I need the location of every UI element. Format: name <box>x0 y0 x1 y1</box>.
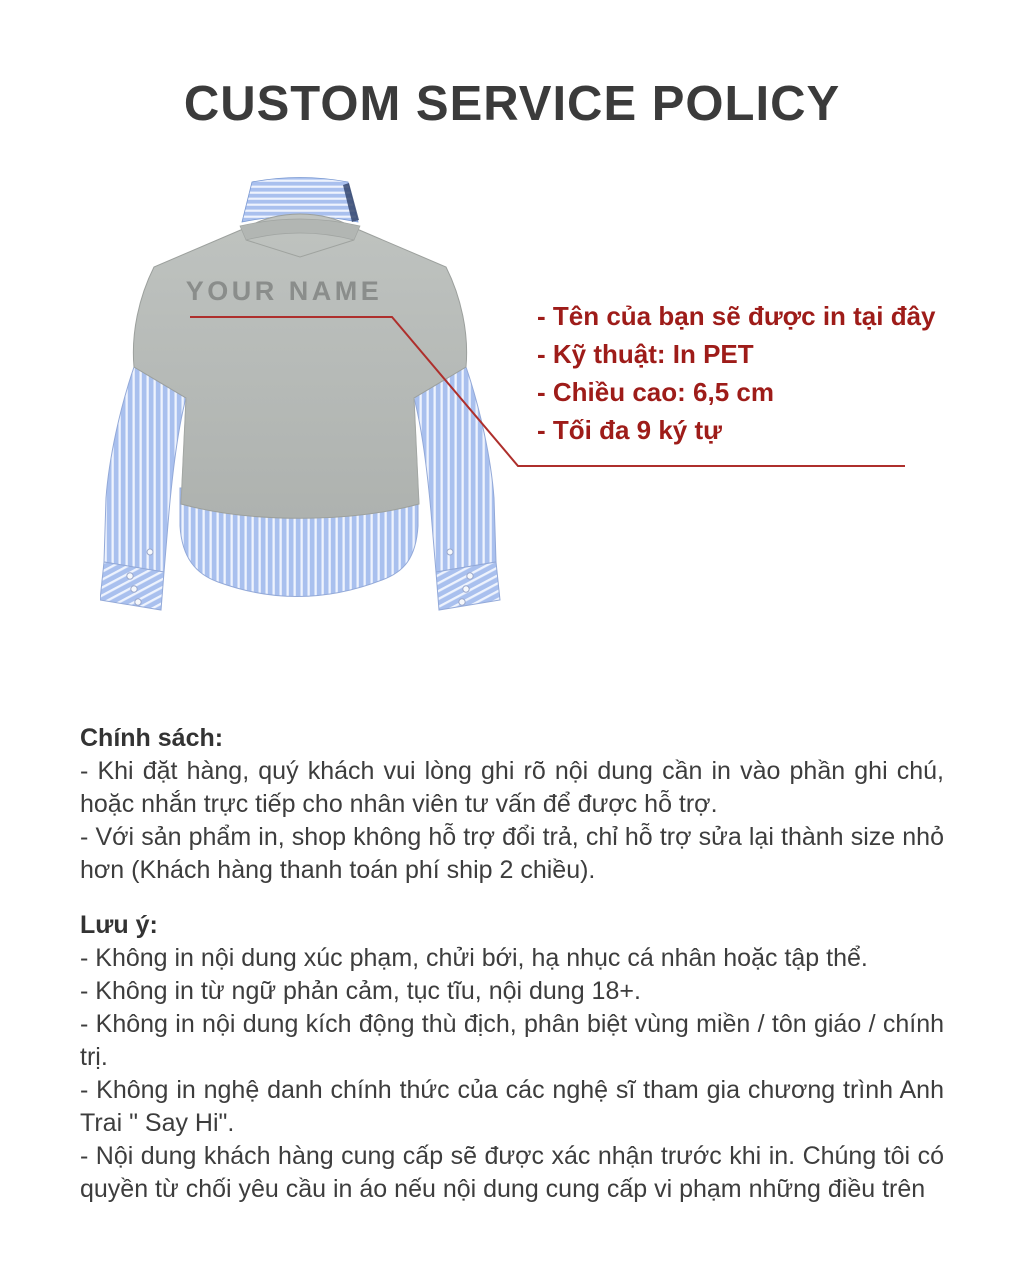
grey-tee <box>133 214 466 518</box>
notes-item: - Không in nội dung xúc phạm, chửi bới, hạ nhục cá nhân hoặc tập thể. <box>80 944 868 972</box>
print-spec-callout <box>537 297 936 449</box>
notes-item: - Nội dung khách hàng cung cấp sẽ được xác nhận trước khi in. Chúng tôi có quyền từ chối yêu cầu in áo nếu nội dung cung cấp vi phạm những điều trên <box>80 1142 944 1203</box>
print-spec-item: - Tên của bạn sẽ được in tại đây <box>537 301 936 331</box>
print-spec-item: - Chiều cao: 6,5 cm <box>537 377 774 407</box>
print-spec-item: - Kỹ thuật: In PET <box>537 339 754 369</box>
notes-heading: Lưu ý: <box>80 911 158 939</box>
notes-item: - Không in từ ngữ phản cảm, tục tĩu, nội dung 18+. <box>80 977 641 1005</box>
policy-item: - Với sản phẩm in, shop không hỗ trợ đổi trả, chỉ hỗ trợ sửa lại thành size nhỏ hơn (Khách hàng thanh toán phí ship 2 chiều). <box>80 823 944 884</box>
policy-items <box>80 755 944 887</box>
section-policy <box>80 722 944 887</box>
shirt-print-text: YOUR NAME <box>185 276 383 306</box>
policy-text <box>80 722 944 1206</box>
notes-items <box>80 942 944 1206</box>
striped-shirt-right-sleeve <box>414 367 500 610</box>
striped-shirt-left-sleeve <box>100 367 186 610</box>
policy-item: - Khi đặt hàng, quý khách vui lòng ghi rõ nội dung cần in vào phần ghi chú, hoặc nhắn trực tiếp cho nhân viên tư vấn để được hỗ trợ. <box>80 757 944 818</box>
policy-heading: Chính sách: <box>80 724 224 752</box>
print-spec-item: - Tối đa 9 ký tự <box>537 415 722 445</box>
notes-item: - Không in nội dung kích động thù địch, phân biệt vùng miền / tôn giáo / chính trị. <box>80 1010 944 1071</box>
page-title: CUSTOM SERVICE POLICY <box>183 77 841 131</box>
notes-item: - Không in nghệ danh chính thức của các nghệ sĩ tham gia chương trình Anh Trai " Say Hi". <box>80 1076 944 1137</box>
section-notes <box>80 909 944 1206</box>
product-photo-shirt-back <box>100 170 520 620</box>
